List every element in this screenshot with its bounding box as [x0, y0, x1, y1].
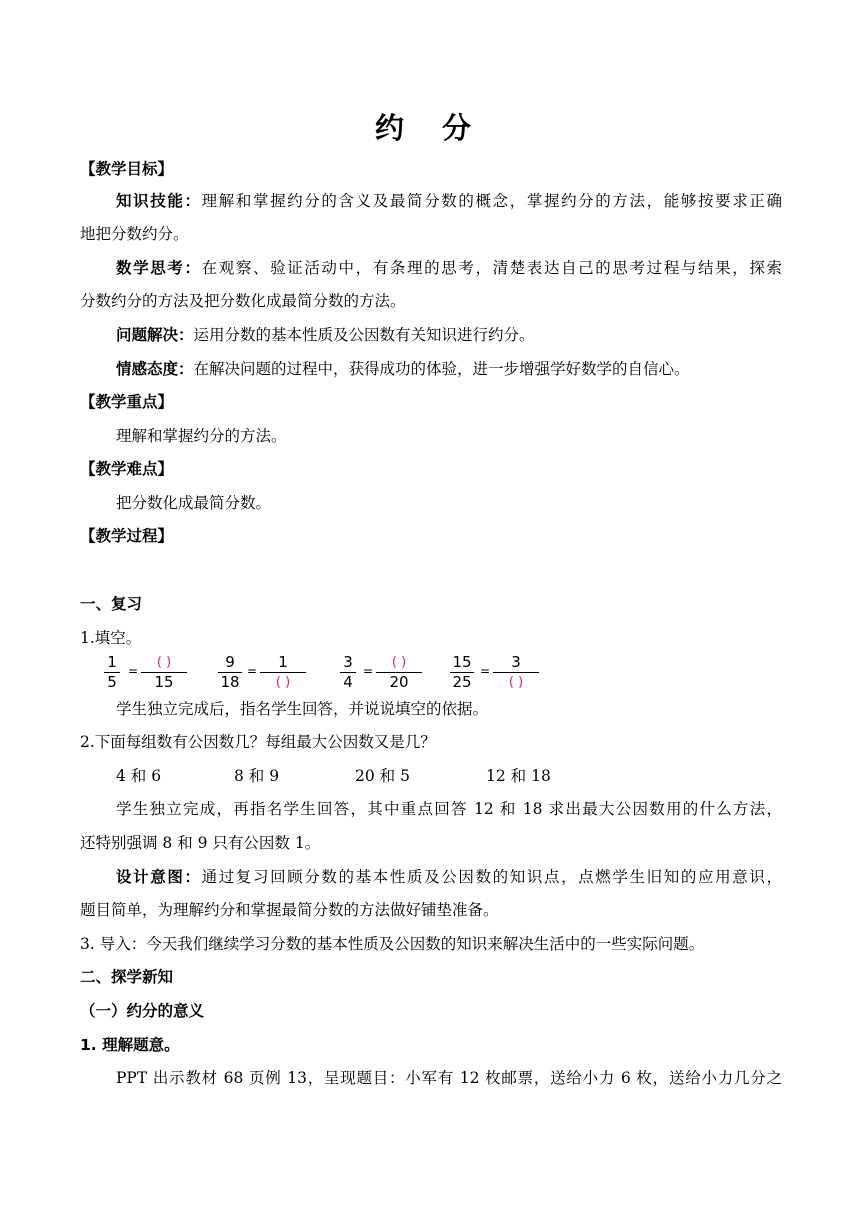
fraction-3-right [376, 654, 422, 691]
fraction-3-left [340, 654, 356, 691]
goal-knowledge-line2: 地把分数约分。 [80, 225, 189, 243]
equals-sign: = [363, 664, 374, 678]
fraction-1-right [141, 654, 187, 691]
goal-problem-text: 运用分数的基本性质及公因数有关知识进行约分。 [193, 326, 535, 344]
goal-thinking-label: 数学思考： [116, 259, 202, 277]
blank-denominator: ( ) [275, 675, 291, 690]
goal-thinking-line1 [116, 258, 782, 278]
key-text: 理解和掌握约分的方法。 [116, 427, 287, 445]
numerator: 1 [278, 653, 288, 671]
goal-knowledge-line1 [116, 191, 782, 211]
blank-numerator: ( ) [156, 655, 172, 670]
fraction-4-left [450, 654, 474, 691]
numerator: 3 [511, 653, 521, 671]
section-heading-key: 【教学重点】 [80, 393, 174, 411]
part-heading-new: 二、探学新知 [80, 968, 174, 986]
design-intent-text: 通过复习回顾分数的基本性质及公因数的知识点，点燃学生旧知的应用意识， [201, 868, 782, 886]
q2-group-2: 8 和 9 [234, 767, 280, 785]
denominator: 20 [389, 673, 409, 691]
design-intent-label: 设计意图： [116, 868, 202, 886]
denominator: 18 [220, 673, 240, 691]
denominator: 25 [452, 673, 472, 691]
question-3: 3. 导入：今天我们继续学习分数的基本性质及公因数的知识来解决生活中的一些实际问题。 [80, 935, 705, 953]
equals-sign: = [128, 664, 139, 678]
question-1: 1.填空。 [80, 629, 142, 647]
goal-problem-label: 问题解决： [116, 326, 194, 344]
numerator: 9 [225, 653, 235, 671]
sub-heading-meaning: （一）约分的意义 [80, 1002, 205, 1020]
denominator: 15 [154, 673, 174, 691]
step-1-heading: 1. 理解题意。 [80, 1036, 180, 1054]
goal-knowledge-label: 知识技能： [116, 192, 202, 210]
question-2-note-line1: 学生独立完成，再指名学生回答，其中重点回答 12 和 18 求出最大公因数用的什么方法， [116, 800, 782, 818]
ppt-text: PPT 出示教材 68 页例 13，呈现题目：小军有 12 枚邮票，送给小力 6 枚，送给小力几分之 [116, 1069, 782, 1087]
denominator: 5 [107, 673, 117, 691]
numerator: 3 [343, 653, 353, 671]
goal-problem-line [116, 325, 535, 345]
denominator: 4 [343, 673, 353, 691]
section-heading-goals: 【教学目标】 [80, 160, 174, 178]
question-2: 2.下面每组数有公因数几？每组最大公因数又是几？ [80, 733, 436, 751]
blank-numerator: ( ) [391, 655, 407, 670]
fraction-1-left [104, 654, 120, 691]
goal-thinking-text: 在观察、验证活动中，有条理的思考，清楚表达自己的思考过程与结果，探索 [201, 259, 782, 277]
goal-attitude-line [116, 359, 690, 379]
part-heading-review: 一、复习 [80, 595, 143, 613]
q2-group-1: 4 和 6 [116, 767, 162, 785]
goal-attitude-label: 情感态度： [116, 360, 194, 378]
section-heading-process: 【教学过程】 [80, 527, 174, 545]
fraction-2-left [218, 654, 242, 691]
blank-denominator: ( ) [508, 675, 524, 690]
design-intent-line1 [116, 867, 782, 887]
q2-group-3: 20 和 5 [355, 767, 410, 785]
goal-attitude-text: 在解决问题的过程中，获得成功的体验，进一步增强学好数学的自信心。 [193, 360, 690, 378]
difficulty-text: 把分数化成最简分数。 [116, 494, 272, 512]
question-2-note-line2: 还特别强调 8 和 9 只有公因数 1。 [80, 834, 321, 852]
fraction-exercises [104, 654, 544, 694]
numerator: 1 [107, 653, 117, 671]
goal-thinking-line2: 分数约分的方法及把分数化成最简分数的方法。 [80, 292, 406, 310]
fraction-4-right [493, 654, 539, 691]
numerator: 15 [452, 653, 472, 671]
section-heading-difficulty: 【教学难点】 [80, 460, 174, 478]
equals-sign: = [480, 664, 491, 678]
equals-sign: = [247, 664, 258, 678]
question-1-note: 学生独立完成后，指名学生回答，并说说填空的依据。 [116, 700, 489, 718]
goal-knowledge-text: 理解和掌握约分的含义及最简分数的概念，掌握约分的方法，能够按要求正确 [201, 192, 782, 210]
design-intent-line2: 题目简单，为理解约分和掌握最简分数的方法做好铺垫准备。 [80, 901, 499, 919]
q2-group-4: 12 和 18 [486, 767, 551, 785]
page-title: 约 分 [374, 111, 486, 145]
fraction-2-right [260, 654, 306, 691]
